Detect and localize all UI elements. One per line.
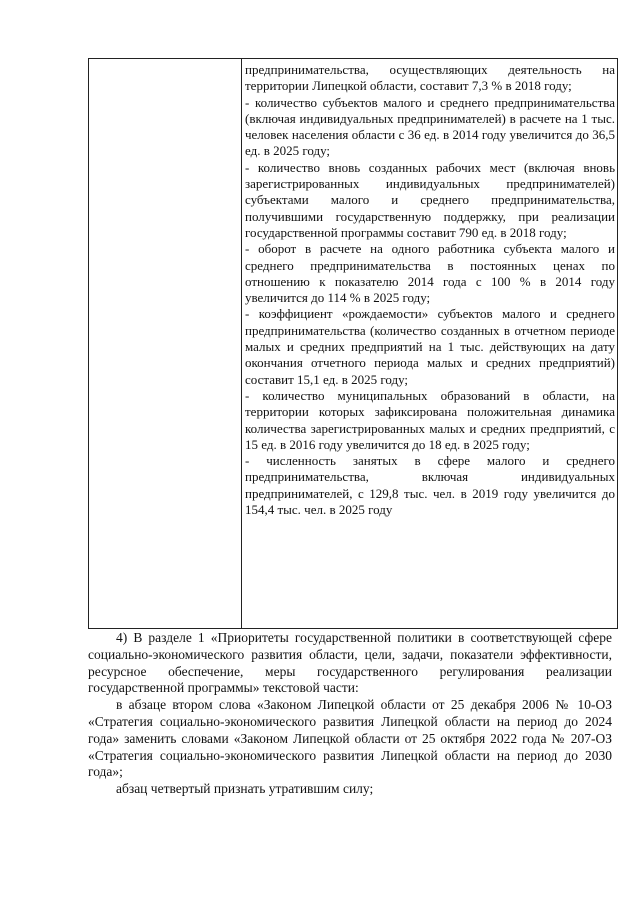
indicator-item: предпринимательства, осуществляющих деятельность на территории Липецкой области, составит 7,3 % в 2018 году;	[245, 62, 615, 94]
table-right-cell	[242, 59, 618, 629]
indicators-table	[88, 58, 618, 629]
table-left-cell	[89, 59, 242, 629]
paragraph-fourth-abzac-repeal: абзац четвертый признать утратившим силу;	[116, 781, 374, 797]
indicator-item: - оборот в расчете на одного работника субъекта малого и среднего предпринимательства в постоянных ценах по отношению к показателю 2014 года с 100 % в 2014 году увеличится до 114 % в 2025 году;	[245, 241, 615, 306]
paragraph-section-1-amendment: 4) В разделе 1 «Приоритеты государственной политики в соответствующей сфере социально-экономического развития области, цели, задачи, показатели эффективности, ресурсное обеспечение, меры государственного регулирования реализации государственной программы» текстовой части:	[88, 630, 612, 696]
indicator-item: - количество муниципальных образований в области, на территории которых зафиксирована положительная динамика количества зарегистрированных малых и средних предприятий, с 15 ед. в 2016 году увеличится до 18 ед. в 2025 году;	[245, 387, 615, 452]
indicator-item: - количество вновь созданных рабочих мест (включая вновь зарегистрированных индивидуальных предпринимателей) субъектами малого и среднего предпринимательства, получившими государственную поддержку, при реализации государственной программы составит 790 ед. в 2018 году;	[245, 159, 615, 240]
indicator-item: - количество субъектов малого и среднего предпринимательства (включая индивидуальных предпринимателей) в расчете на 1 тыс. человек населения области с 36 ед. в 2014 году увеличится до 36,5 ед. в 2025 году;	[245, 94, 615, 159]
body-text	[88, 630, 612, 798]
indicator-item: - численность занятых в сфере малого и среднего предпринимательства, включая индивидуальных предпринимателей, с 129,8 тыс. чел. в 2019 году увеличится до 154,4 тыс. чел. в 2025 году	[245, 453, 615, 518]
paragraph-second-abzac-amendment: в абзаце втором слова «Законом Липецкой области от 25 декабря 2006 № 10-ОЗ «Стратегия социально-экономического развития Липецкой области на период до 2024 года» заменить словами «Законом Липецкой области от 25 октября 2022 года № 207-ОЗ «Стратегия социально-экономического развития Липецкой области на период до 2030 года»;	[88, 697, 612, 780]
indicator-item: - коэффициент «рождаемости» субъектов малого и среднего предпринимательства (количество созданных в отчетном периоде малых и средних предприятий на 1 тыс. действующих на дату окончания отчетного периода малых и средних предприятий) составит 15,1 ед. в 2025 году;	[245, 306, 615, 387]
table-row	[89, 59, 618, 629]
